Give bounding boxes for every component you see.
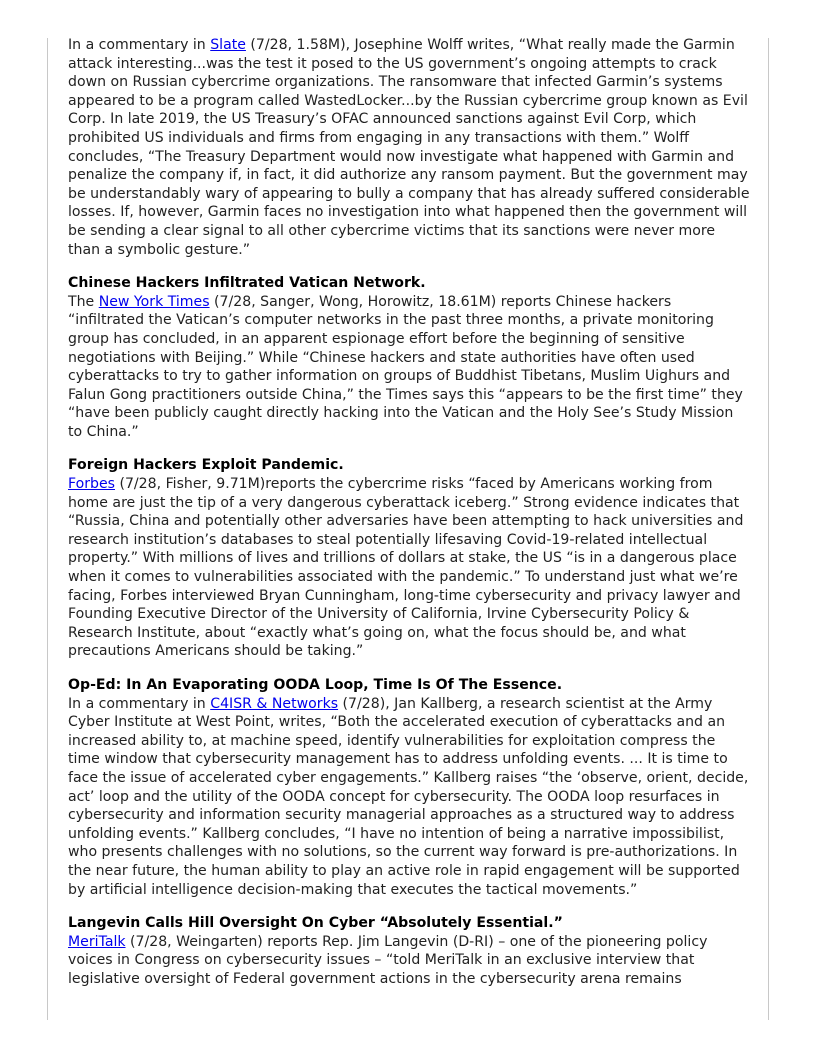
article-headline: Op-Ed: In An Evaporating OODA Loop, Time Is Of The Essence. [68, 677, 563, 693]
article-paragraph [68, 475, 750, 661]
paragraph-text: (7/28, Fisher, 9.71M)reports the cybercrime risks “faced by Americans working from home are just the tip of a very dangerous cyberattack iceberg.” Strong evidence indicates that “Russia, China and potentially other adversaries have been attempting to hack universities and research institution’s databases to steal potentially lifesaving Covid-19-related intellectual property.” With millions of lives and trillions of dollars at stake, the US “is in a dangerous place when it comes to vulnerabilities associated with the pandemic.” To understand just what we’re facing, Forbes interviewed Bryan Cunningham, long-time cybersecurity and privacy lawyer and Founding Executive Director of the University of California, Irvine Cybersecurity Policy & Research Institute, about “exactly what’s going on, what the focus should be, and what precautions Americans should be taking.” [68, 476, 744, 660]
article-vatican [68, 274, 750, 441]
source-link-nytimes[interactable]: New York Times [98, 293, 210, 310]
article-ooda [68, 676, 750, 899]
paragraph-text: In a commentary in [68, 695, 211, 712]
paragraph-text: (7/28), Jan Kallberg, a research scientist at the Army Cyber Institute at West Point, writes, “Both the accelerated execution of cyberattacks and an increased ability to, at machine speed, identify vulnerabilities for exploitation compress the time window that cybersecurity management has to address unfolding events. ... It is time to face the issue of accelerated cyber engagements.” Kallberg raises “the ‘observe, orient, decide, act’ loop and the utility of the OODA concept for cybersecurity. The OODA loop resurfaces in cybersecurity and information security managerial approaches as a structured way to address unfolding events.” Kallberg concludes, “I have no intention of being a narrative impossibilist, who presents challenges with no solutions, so the current way forward is pre-authorizations. In the near future, the human ability to play an active role in rapid engagement will be supported by artificial intelligence decision-making that executes the tactical movements.” [68, 695, 749, 898]
source-link-meritalk[interactable]: MeriTalk [68, 933, 126, 950]
article-headline: Langevin Calls Hill Oversight On Cyber “Absolutely Essential.” [68, 915, 563, 932]
paragraph-text: (7/28, 1.58M), Josephine Wolff writes, “What really made the Garmin attack interesting...was the test it posed to the US government’s ongoing attempts to crack down on Russian cybercrime organizations. The ransomware that infected Garmin’s systems appeared to be a program called WastedLocker...by the Russian cybercrime group known as Evil Corp. In late 2019, the US Treasury’s OFAC announced sanctions against Evil Corp, which prohibited US individuals and firms from engaging in any transactions with them.” Wolff concludes, “The Treasury Department would now investigate what happened with Garmin and penalize the company if, in fact, it did authorize any ransom payment. But the government may be understandably wary of appearing to bully a company that has already suffered considerable losses. If, however, Garmin faces no investigation into what happened then the government will be sending a clear signal to all other cybercrime victims that its sanctions were never more than a symbolic gesture.” [68, 37, 750, 258]
right-margin-rule [768, 38, 769, 1020]
paragraph-text: In a commentary in [68, 37, 211, 53]
article-paragraph [68, 933, 750, 989]
article-garmin [68, 36, 750, 259]
article-pandemic [68, 456, 750, 661]
article-headline: Foreign Hackers Exploit Pandemic. [68, 457, 344, 474]
article-headline: Chinese Hackers Infiltrated Vatican Network. [68, 275, 426, 292]
left-margin-rule [47, 38, 48, 1020]
news-content [68, 36, 750, 1004]
source-link-slate[interactable]: Slate [210, 37, 246, 53]
article-paragraph [68, 36, 750, 259]
article-paragraph [68, 695, 750, 900]
source-link-c4isr[interactable]: C4ISR & Networks [210, 695, 339, 712]
source-link-forbes[interactable]: Forbes [68, 476, 115, 493]
article-paragraph [68, 293, 750, 442]
paragraph-text: (7/28, Sanger, Wong, Horowitz, 18.61M) reports Chinese hackers “infiltrated the Vatican’s computer networks in the past three months, a private monitoring group has concluded, in an apparent espionage effort before the beginning of sensitive negotiations with Beijing.” While “Chinese hackers and state authorities have often used cyberattacks to try to gather information on groups of Buddhist Tibetans, Muslim Uighurs and Falun Gong practitioners outside China,” the Times says this “appears to be the first time” they “have been publicly caught directly hacking into the Vatican and the Holy See’s Study Mission to China.” [68, 293, 743, 440]
article-langevin [68, 914, 750, 988]
paragraph-text: (7/28, Weingarten) reports Rep. Jim Langevin (D-RI) – one of the pioneering policy voices in Congress on cybersecurity issues – “told MeriTalk in an exclusive interview that legislative oversight of Federal government actions in the cybersecurity arena remains [68, 933, 708, 987]
paragraph-text: The [68, 293, 99, 310]
